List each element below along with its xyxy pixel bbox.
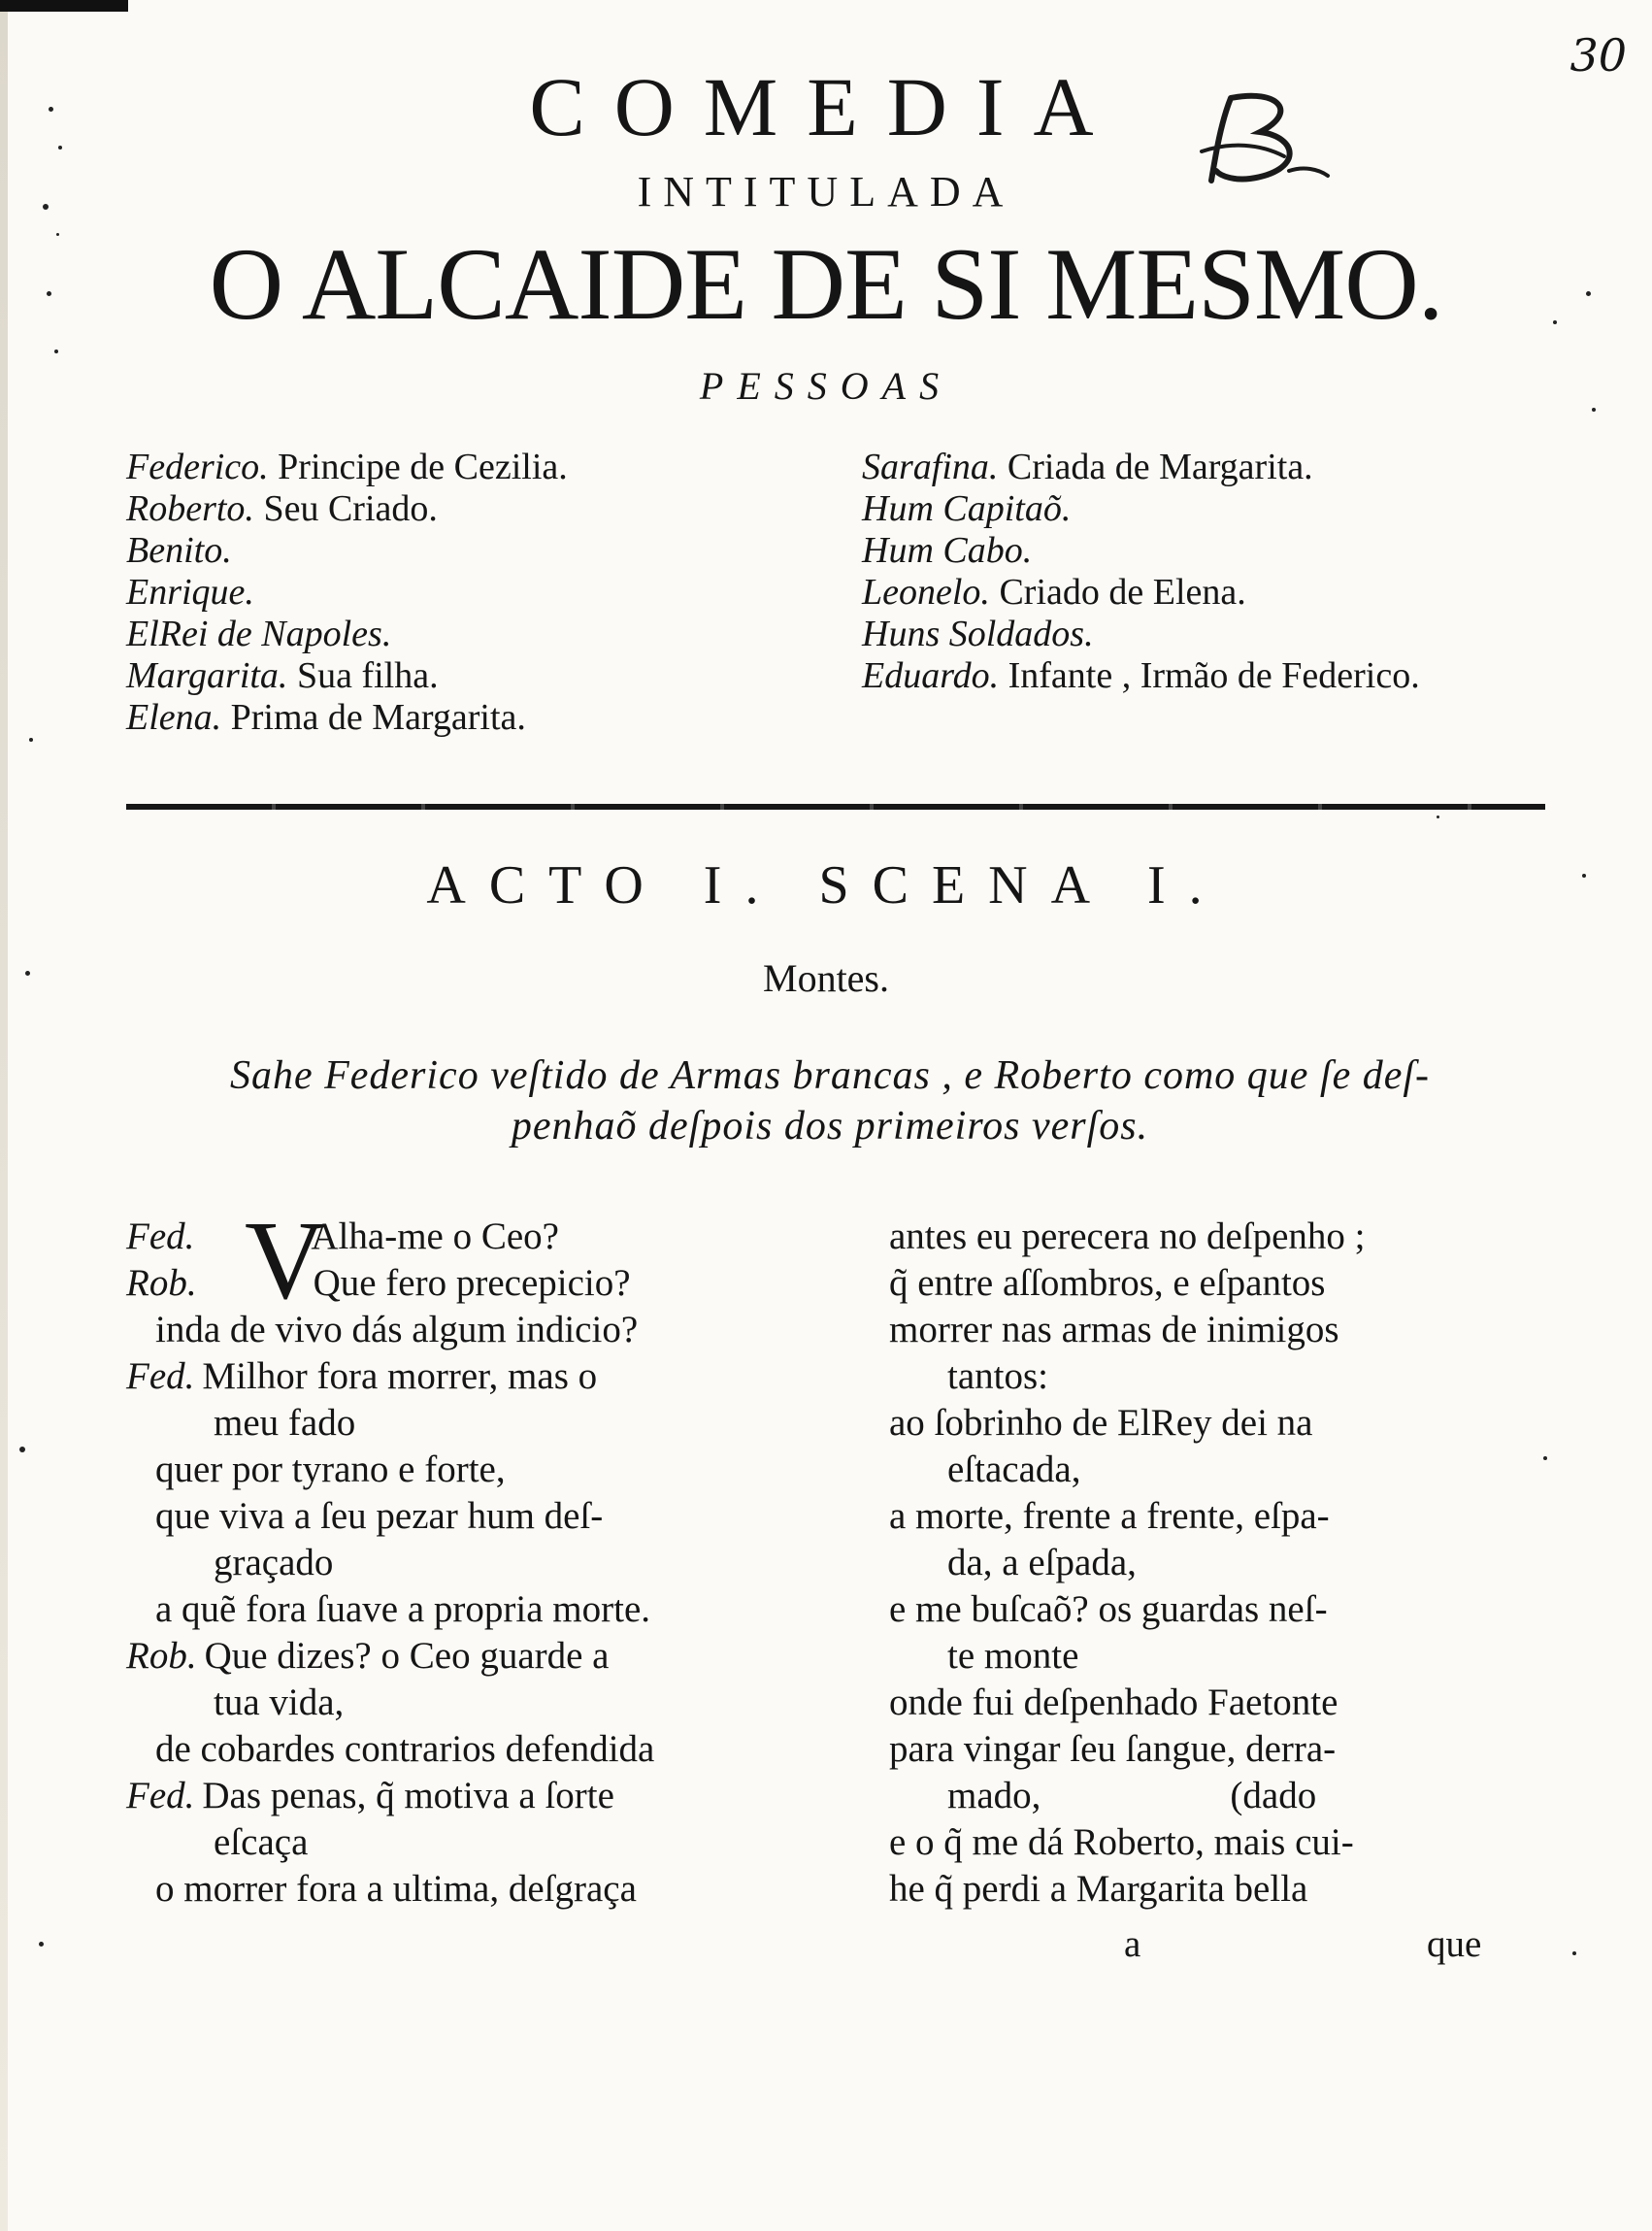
stage-direction — [116, 1050, 1543, 1151]
cast-entry — [862, 530, 1420, 572]
scan-speck — [1543, 1456, 1547, 1460]
cast-name: Roberto. — [126, 488, 254, 529]
verse-column-right — [889, 1214, 1530, 1913]
cast-entry — [862, 488, 1420, 530]
catchword-right: que — [1427, 1923, 1482, 1965]
cast-name: Leonelo. — [862, 572, 990, 613]
scene-setting: Montes. — [763, 956, 889, 1000]
verse-text: a morte, frente a frente, eſpa- — [889, 1495, 1330, 1537]
cast-entry — [126, 572, 568, 614]
verse-line — [126, 1540, 806, 1586]
verse-text: morrer nas armas de inimigos — [889, 1309, 1339, 1350]
speaker-label: Fed. — [126, 1775, 195, 1816]
verse-text: tantos: — [947, 1355, 1048, 1397]
verse-line — [889, 1866, 1530, 1913]
play-title: O ALCAIDE DE SI MESMO. — [209, 227, 1443, 341]
verse-line — [889, 1540, 1530, 1586]
verse-text: que viva a ſeu pezar hum deſ- — [155, 1495, 604, 1537]
cast-name: Hum Capitaõ. — [862, 488, 1072, 529]
scan-speck — [1572, 1951, 1576, 1955]
verse-line — [889, 1400, 1530, 1447]
scan-speck — [29, 738, 33, 742]
verse-text: e me buſcaõ? os guardas neſ- — [889, 1588, 1328, 1630]
cast-role: Sua filha. — [296, 655, 439, 696]
verse-text: de cobardes contrarios defendida — [155, 1728, 655, 1770]
cast-entry — [862, 614, 1420, 655]
cast-role: Criada de Margarita. — [1007, 447, 1313, 487]
stage-direction-line: penhaõ deſpois dos primeiros verſos. — [511, 1104, 1149, 1149]
cast-role: Seu Criado. — [263, 488, 438, 529]
stage-direction-line: Sahe Federico veſtido de Armas brancas , e Roberto como que ſe deſ- — [229, 1053, 1431, 1098]
verse-text: mado, (dado — [947, 1775, 1317, 1816]
speaker-label: Rob. — [126, 1635, 197, 1677]
cast-entry — [862, 572, 1420, 614]
verse-line — [126, 1773, 806, 1819]
verse-line — [126, 1493, 806, 1540]
handwritten-monogram — [1192, 83, 1338, 200]
verse-line — [126, 1726, 806, 1773]
act-heading: ACTO I. SCENA I. — [426, 855, 1226, 916]
cast-entry — [126, 488, 568, 530]
verse-line — [889, 1447, 1530, 1493]
cast-name: Sarafina. — [862, 447, 999, 487]
verse-line — [889, 1353, 1530, 1400]
verse-text: para vingar ſeu ſangue, derra- — [889, 1728, 1337, 1770]
page-title: COMEDIA — [529, 60, 1123, 153]
cast-name: Benito. — [126, 530, 232, 571]
verse-line — [126, 1680, 806, 1726]
cast-list-right — [862, 447, 1420, 697]
verse-line — [889, 1633, 1530, 1680]
drop-cap: V — [245, 1199, 326, 1323]
scan-speck — [19, 1447, 25, 1452]
verse-text: a quẽ fora ſuave a propria morte. — [155, 1588, 651, 1630]
verse-column-left — [126, 1199, 806, 1913]
verse-text: Alha-me o Ceo? — [311, 1215, 559, 1257]
catchword-left: a — [1124, 1923, 1141, 1965]
verse-line — [126, 1866, 806, 1913]
verse-text: eſcaça — [214, 1821, 309, 1863]
cast-entry — [126, 614, 568, 655]
scan-speck — [1437, 816, 1439, 818]
cast-list-left — [126, 447, 568, 739]
verse-text: inda de vivo dás algum indicio? — [155, 1309, 639, 1350]
verse-line — [126, 1447, 806, 1493]
cast-name: Hum Cabo. — [862, 530, 1033, 571]
verse-text: quer por tyrano e forte, — [155, 1448, 506, 1490]
verse-text: onde fui deſpenhado Faetonte — [889, 1682, 1338, 1723]
cast-role: Criado de Elena. — [999, 572, 1246, 613]
verse-text: e o q̃ me dá Roberto, mais cui- — [889, 1821, 1354, 1863]
cast-role: Principe de Cezilia. — [278, 447, 568, 487]
cast-name: ElRei de Napoles. — [126, 614, 392, 654]
cast-entry — [862, 655, 1420, 697]
verse-text: antes eu perecera no deſpenho ; — [889, 1215, 1366, 1257]
verse-line — [126, 1353, 806, 1400]
speaker-label: Fed. — [126, 1215, 195, 1257]
verse-line — [126, 1260, 806, 1307]
verse-text: Que dizes? o Ceo guarde a — [204, 1635, 610, 1677]
verse-line — [889, 1726, 1530, 1773]
verse-line — [889, 1773, 1530, 1819]
cast-entry — [126, 447, 568, 488]
cast-name: Enrique. — [126, 572, 254, 613]
verse-line — [126, 1819, 806, 1866]
verse-text: graçado — [214, 1542, 334, 1583]
verse-line — [126, 1633, 806, 1680]
verse-text: Milhor fora morrer, mas o — [202, 1355, 598, 1397]
verse-text: da, a eſpada, — [947, 1542, 1137, 1583]
cast-heading: PESSOAS — [699, 364, 953, 408]
verse-line — [126, 1307, 806, 1353]
cast-entry — [126, 655, 568, 697]
verse-text: ao ſobrinho de ElRey dei na — [889, 1402, 1313, 1444]
verse-line — [889, 1307, 1530, 1353]
cast-entry — [862, 447, 1420, 488]
verse-line — [889, 1586, 1530, 1633]
verse-line — [889, 1493, 1530, 1540]
speaker-label: Fed. — [126, 1355, 195, 1397]
cast-role: Prima de Margarita. — [230, 697, 526, 738]
verse-text: te monte — [947, 1635, 1079, 1677]
verse-line — [889, 1680, 1530, 1726]
verse-text: q̃ entre aſſombros, e eſpantos — [889, 1262, 1326, 1304]
verse-text: meu fado — [214, 1402, 356, 1444]
verse-text: Que fero precepicio? — [313, 1262, 631, 1304]
divider-rule — [126, 804, 1545, 810]
verse-text: Das penas, q̃ motiva a ſorte — [202, 1775, 614, 1816]
cast-name: Huns Soldados. — [862, 614, 1094, 654]
page-number: 30 — [1569, 29, 1627, 82]
verse-line — [889, 1260, 1530, 1307]
verse-text: o morrer fora a ultima, deſgraça — [155, 1868, 637, 1910]
verse-text: eſtacada, — [947, 1448, 1081, 1490]
verse-line — [889, 1819, 1530, 1866]
scan-speck — [39, 1942, 44, 1947]
cast-entry — [126, 530, 568, 572]
cast-role: Infante , Irmão de Federico. — [1008, 655, 1420, 696]
speaker-label: Rob. — [126, 1262, 197, 1304]
verse-line — [126, 1400, 806, 1447]
verse-line — [126, 1586, 806, 1633]
page-subtitle: INTITULADA — [637, 168, 1015, 216]
scan-bar — [0, 0, 128, 12]
cast-name: Federico. — [126, 447, 269, 487]
cast-entry — [126, 697, 568, 739]
verse-text: he q̃ perdi a Margarita bella — [889, 1868, 1308, 1910]
cast-name: Margarita. — [126, 655, 288, 696]
verse-line — [889, 1214, 1530, 1260]
cast-name: Elena. — [126, 697, 222, 738]
cast-name: Eduardo. — [862, 655, 1000, 696]
scan-speck — [54, 350, 58, 353]
verse-text: tua vida, — [214, 1682, 345, 1723]
